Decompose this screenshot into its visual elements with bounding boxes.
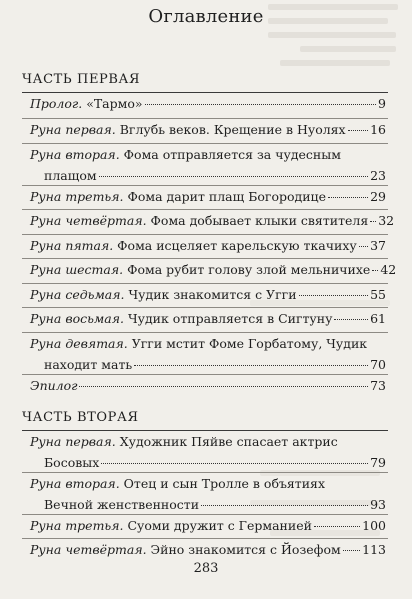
page-number: 70: [370, 357, 386, 372]
part-title: ЧАСТЬ ВТОРАЯ: [22, 410, 139, 425]
toc-entry[interactable]: Руна шестая. Фома рубит голову злой мельничихе 42: [30, 262, 397, 277]
toc-entry[interactable]: Эпилог 73: [30, 378, 386, 393]
page-title: Оглавление: [148, 6, 264, 27]
toc-entry[interactable]: Руна первая. Художник Пяйве спасает актрис Босовых 79: [30, 434, 386, 470]
page-number: 73: [370, 378, 386, 393]
page-number: 100: [362, 518, 386, 533]
part-divider: [22, 92, 388, 93]
part-title: ЧАСТЬ ПЕРВАЯ: [22, 72, 141, 87]
toc-entry[interactable]: Руна первая. Вглубь веков. Крещение в Нуолях 16: [30, 122, 386, 137]
page-number: 93: [370, 497, 386, 512]
toc-entry[interactable]: Руна пятая. Фома исцеляет карельскую ткачиху 37: [30, 238, 386, 253]
part-divider: [22, 430, 388, 431]
page-number: 23: [370, 168, 386, 183]
page-number: 16: [370, 122, 386, 137]
page-number: 32: [378, 213, 395, 228]
page-number: 42: [380, 262, 397, 277]
toc-entry[interactable]: Руна вторая. Отец и сын Тролле в объятиях Вечной женственности 93: [30, 476, 386, 512]
toc-entry[interactable]: Руна седьмая. Чудик знакомится с Угги 55: [30, 287, 386, 302]
page-number: 61: [370, 311, 386, 326]
toc-entry[interactable]: Пролог. «Тармо» 9: [30, 96, 386, 111]
toc-entry[interactable]: Руна третья. Фома дарит плащ Богородице 29: [30, 189, 386, 204]
toc-entry[interactable]: Руна третья. Суоми дружит с Германией 100: [30, 518, 386, 533]
toc-entry[interactable]: Руна четвёртая. Эйно знакомится с Йозефом 113: [30, 542, 386, 557]
toc-entry[interactable]: Руна четвёртая. Фома добывает клыки святителя 32: [30, 213, 395, 228]
page-number: 55: [370, 287, 386, 302]
page-number-footer: 283: [193, 561, 219, 576]
page-number: 9: [378, 96, 386, 111]
toc-entry[interactable]: Руна девятая. Угги мстит Фоме Горбатому, Чудик находит мать 70: [30, 336, 386, 372]
page-number: 29: [370, 189, 386, 204]
page-number: 113: [362, 542, 386, 557]
page-number: 79: [370, 455, 386, 470]
page-number: 37: [370, 238, 386, 253]
toc-entry[interactable]: Руна восьмая. Чудик отправляется в Сигтуну 61: [30, 311, 386, 326]
toc-entry[interactable]: Руна вторая. Фома отправляется за чудесным плащом 23: [30, 147, 386, 183]
